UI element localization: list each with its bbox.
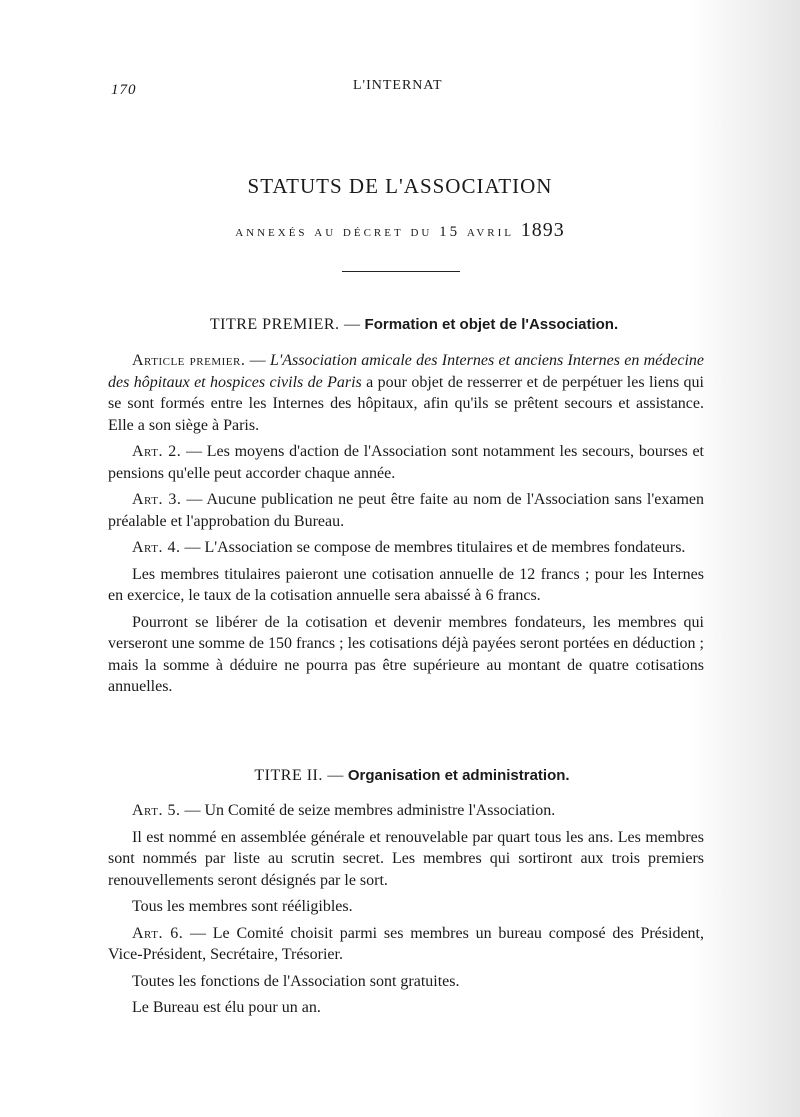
article-text: — L'Association se compose de membres titulaires et de membres fondateurs. [180,539,686,556]
article-6 [108,923,704,966]
article-5 [108,800,704,822]
article-label: Art. 4. [132,539,181,556]
article-text: — Aucune publication ne peut être faite au nom de l'Association sans l'examen préalable et l'approbation du Bureau. [108,491,705,530]
section-heading-titre-ii [0,767,800,785]
page-number: 170 [111,82,137,98]
article-label: Art. 5. [132,802,181,819]
article-label: Article premier. [132,352,246,369]
article-label: Art. 2. [132,443,182,460]
running-title: L'INTERNAT [353,78,443,93]
article-label: Art. 6. [132,924,184,942]
article-text: — Le Comité choisit parmi ses membres un bureau composé des Président, Vice-Président, Secrétaire, Trésorier. [108,924,705,963]
article-4 [108,537,704,559]
section-label: TITRE II. — [254,767,344,784]
article-1 [108,350,704,436]
section-heading-titre-premier [0,316,800,334]
article-2 [108,441,704,484]
article-4-paragraph-3: Pourront se libérer de la cotisation et devenir membres fondateurs, les membres qui verseront une somme de 150 francs ; les cotisations déjà payées seront portées en déduction ; mais la somme à déduire ne pourra pas être supérieure au montant de quatre cotisations annuelles. [108,613,704,695]
article-5-paragraph-3: Tous les membres sont rééligibles. [132,898,353,915]
section-2-body [108,800,704,1024]
article-label: Art. 3. [132,491,182,508]
article-text: a pour objet de resserrer et de perpétuer les liens qui se sont formés entre les Internes des hôpitaux, afin qu'ils se prêtent secours et assistance. Elle a son siège à Paris. [108,373,704,434]
document-subtitle [0,219,800,242]
article-text: — Les moyens d'action de l'Association sont notamment les secours, bourses et pensions qu'elle peut accorder chaque année. [108,443,705,482]
title-rule [342,271,460,272]
article-6-paragraph-2: Toutes les fonctions de l'Association sont gratuites. [132,972,460,990]
document-title-text: STATUTS DE L'ASSOCIATION [247,174,553,198]
section-heading-text: Organisation et administration. [347,767,570,784]
subtitle-year: 1893 [520,219,565,241]
article-italic-text: L'Association amicale des Internes et anciens Internes en médecine des hôpitaux et hospices civils de Paris [108,352,705,391]
article-4-paragraph-2: Les membres titulaires paieront une cotisation annuelle de 12 francs ; pour les Internes en exercice, le taux de la cotisation annuelle sera abaissé à 6 francs. [108,565,704,604]
section-1-body [108,350,704,703]
article-dash: — [245,352,270,369]
article-6-paragraph-3: Le Bureau est élu pour un an. [132,999,321,1016]
section-label: TITRE PREMIER. — [209,316,361,333]
article-3 [108,489,704,532]
article-text: — Un Comité de seize membres administre l'Association. [180,802,556,819]
document-title [0,174,800,199]
article-5-paragraph-2: Il est nommé en assemblée générale et renouvelable par quart tous les ans. Les membres sont nommés par liste au scrutin secret. Les membres qui sortiront aux trois premiers renouvellements seront désignés par le sort. [108,828,704,889]
subtitle-text: annexés au décret du 15 avril [235,224,515,240]
running-head [0,76,800,100]
section-heading-text: Formation et objet de l'Association. [364,316,619,333]
